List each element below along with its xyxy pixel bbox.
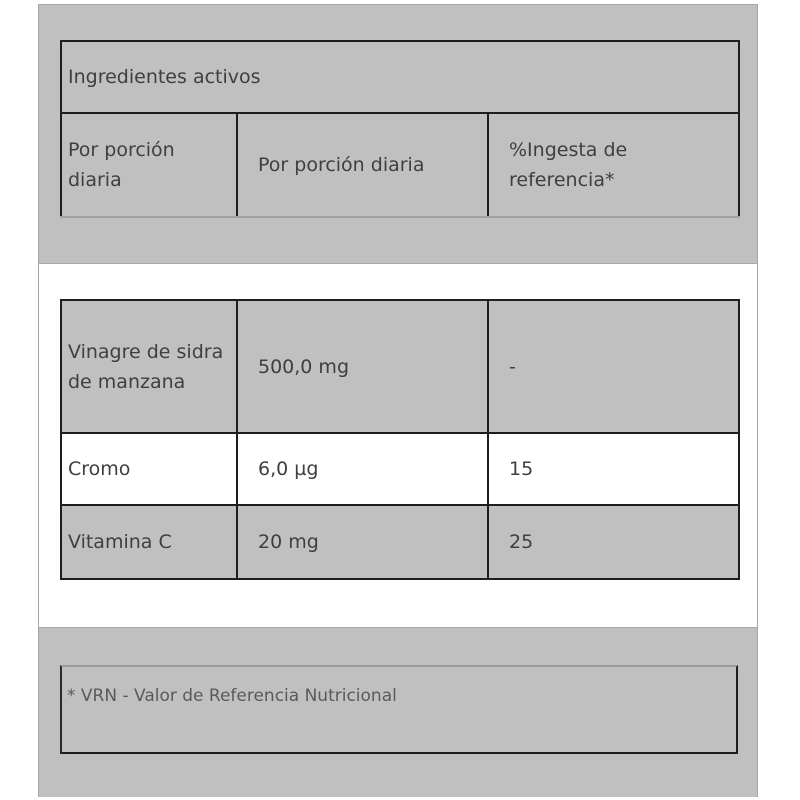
ingredient-reference-intake: 25 — [488, 505, 739, 579]
ingredient-amount: 6,0 µg — [237, 433, 488, 505]
table-title: Ingredientes activos — [61, 41, 739, 113]
ingredient-name: Vitamina C — [61, 505, 237, 579]
ingredients-table — [60, 299, 740, 580]
ingredient-reference-intake: 15 — [488, 433, 739, 505]
ingredient-name: Cromo — [61, 433, 237, 505]
ingredient-name: Vinagre de sidra de manzana — [61, 300, 237, 433]
column-header-per-serving: Por porción diaria — [61, 113, 237, 217]
ingredient-reference-intake: - — [488, 300, 739, 433]
header-title-row — [61, 41, 739, 113]
column-header-row — [61, 113, 739, 217]
ingredients-section — [39, 264, 757, 627]
footnote-text: * VRN - Valor de Referencia Nutricional — [67, 686, 397, 706]
table-row — [61, 505, 739, 579]
header-section — [39, 5, 757, 264]
table-row — [61, 300, 739, 433]
column-header-reference-intake: %Ingesta de referencia* — [488, 113, 739, 217]
ingredient-amount: 500,0 mg — [237, 300, 488, 433]
footnote-box — [60, 665, 738, 754]
table-row — [61, 433, 739, 505]
column-header-per-serving-amount: Por porción diaria — [237, 113, 488, 217]
nutrition-info-panel — [38, 4, 758, 797]
ingredient-amount: 20 mg — [237, 505, 488, 579]
footnote-section — [39, 627, 757, 797]
header-table — [60, 40, 740, 218]
